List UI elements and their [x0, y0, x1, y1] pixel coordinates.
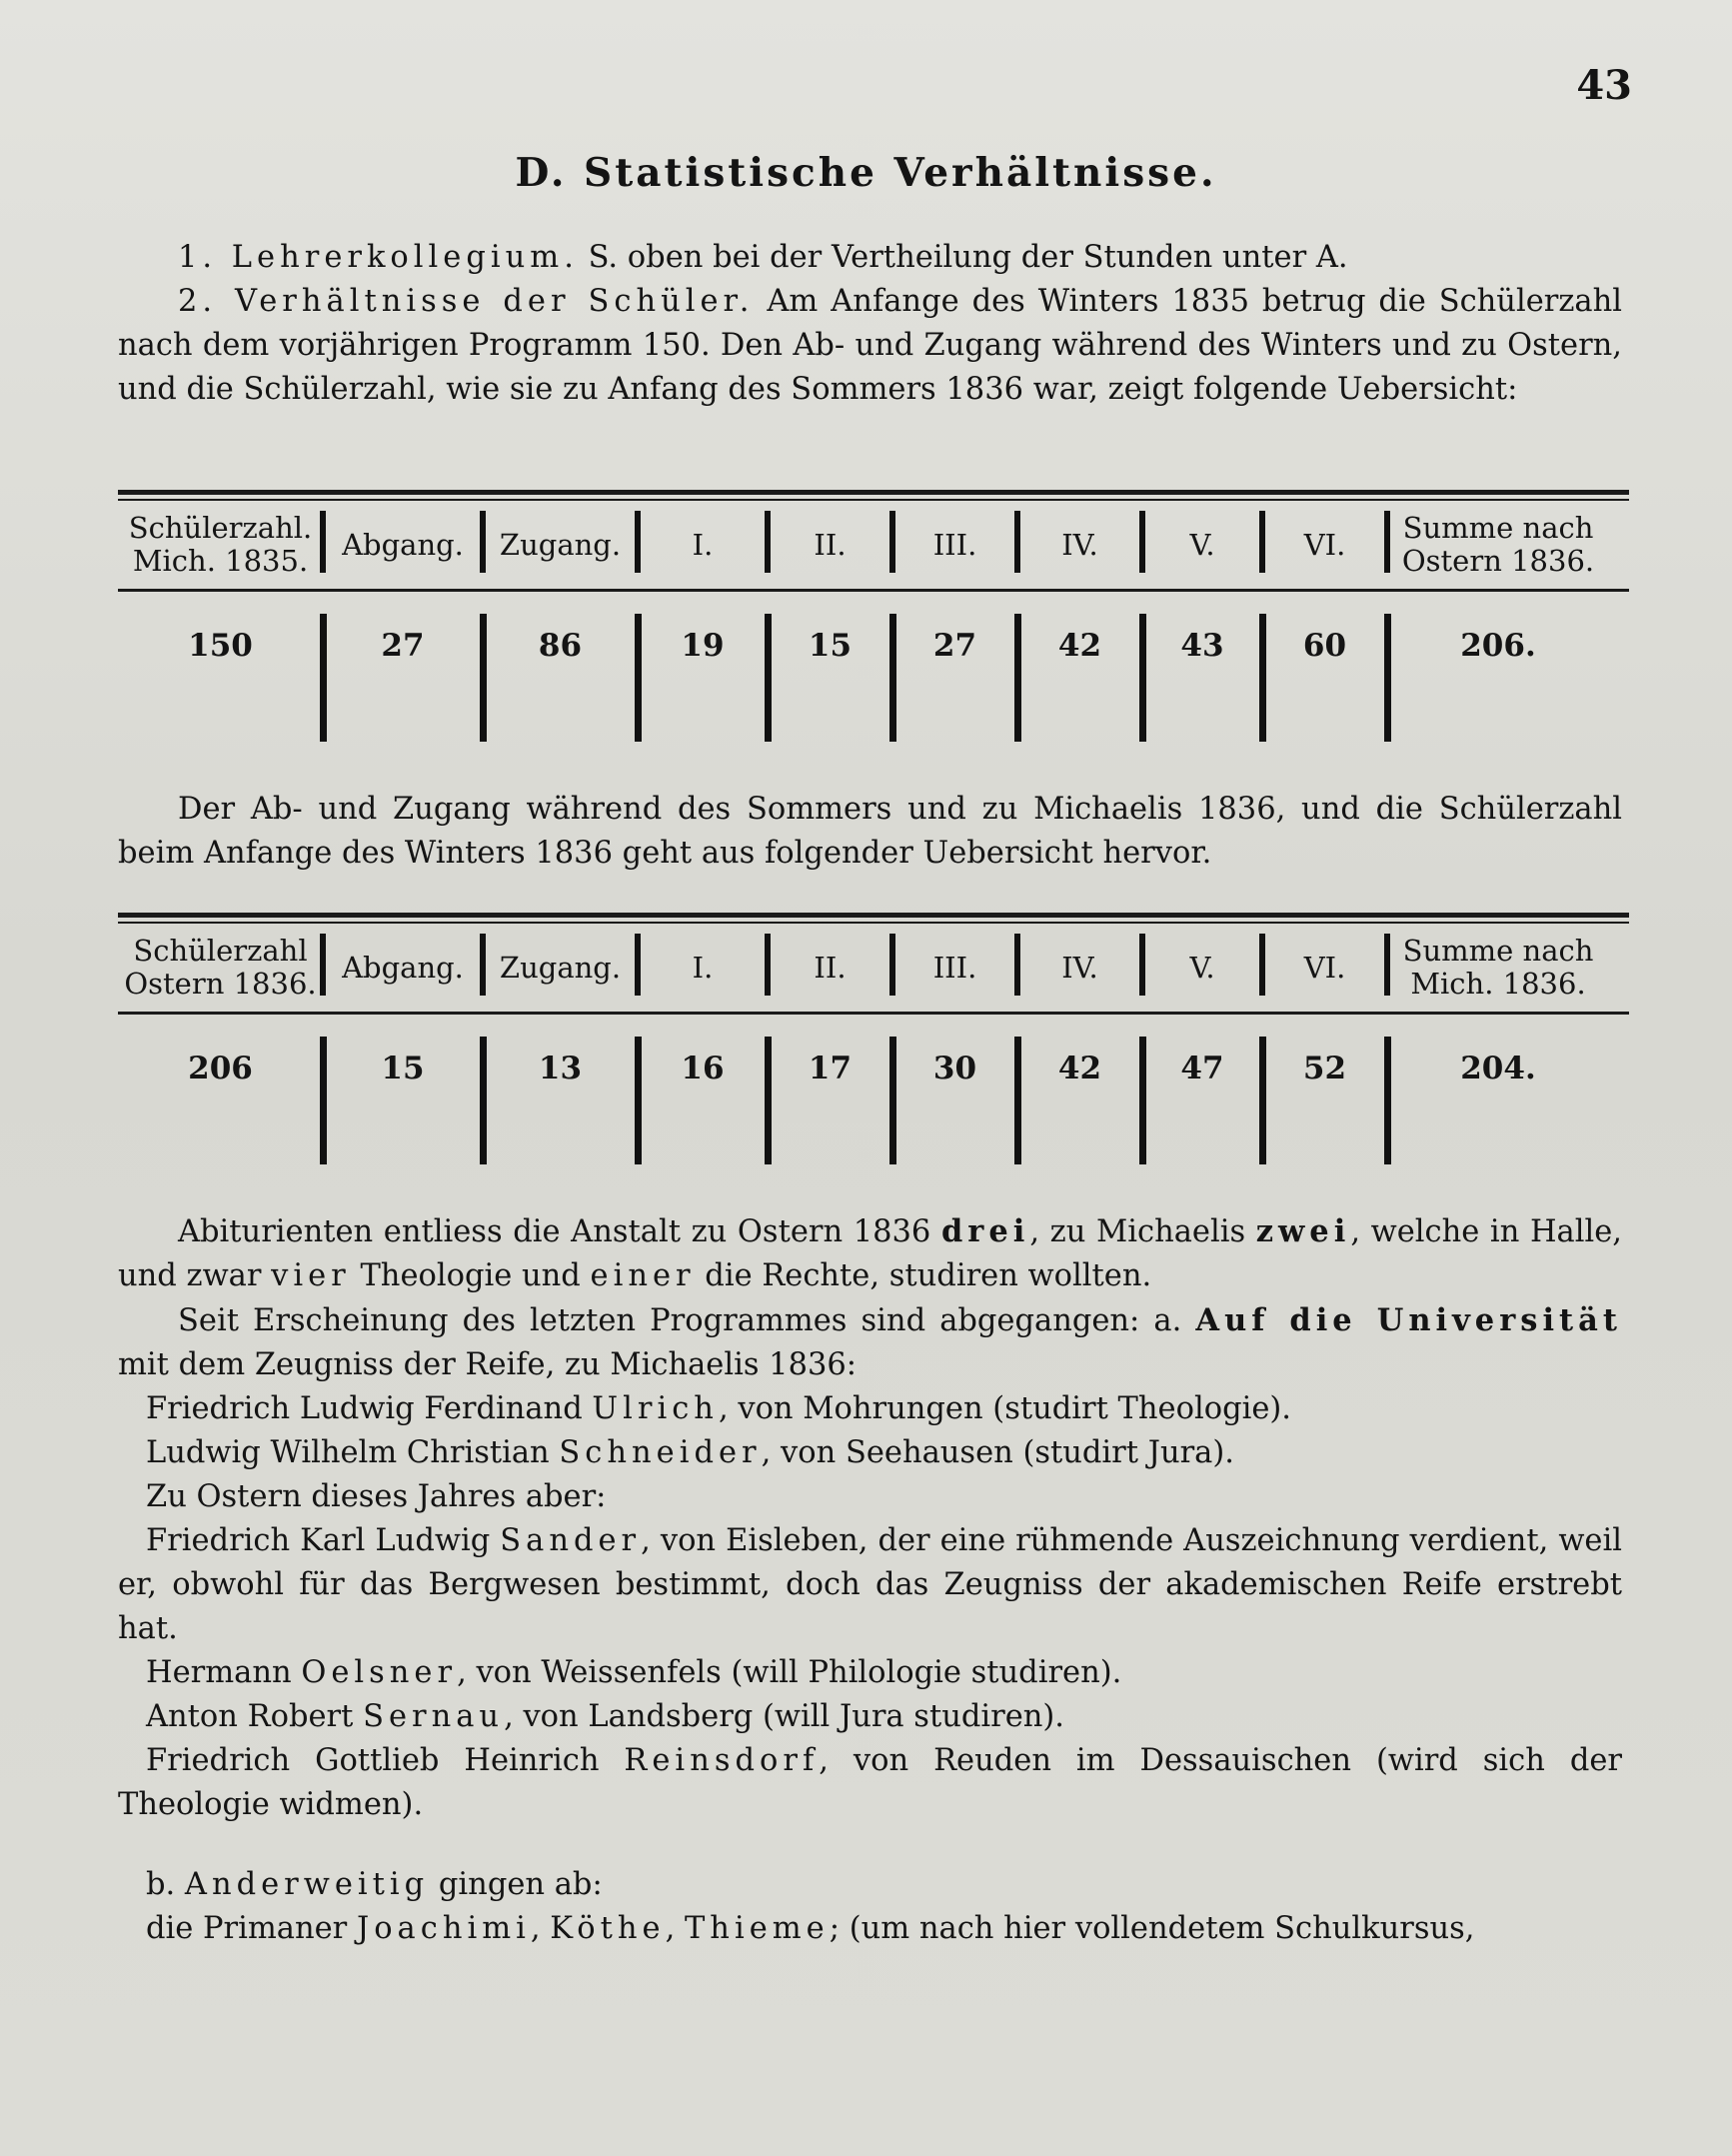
table-header-row	[118, 924, 1629, 1012]
mid-block	[118, 788, 1622, 876]
text-run: Hermann	[146, 1655, 302, 1690]
section-heading: D. Statistische Verhältnisse.	[515, 150, 1217, 196]
text-run: , von Landsberg (will Jura studiren).	[504, 1699, 1065, 1734]
text-run: Theologie und	[350, 1258, 591, 1293]
text-run: Thieme	[684, 1911, 830, 1946]
text-run: , zu Michaelis	[1029, 1214, 1256, 1249]
header-cell: Abgang.	[323, 924, 483, 1012]
text-run: vier	[271, 1258, 351, 1293]
text-run: die Rechte, studiren wollten.	[695, 1258, 1152, 1293]
value-cell: 17	[768, 1015, 892, 1174]
value-cell: 204.	[1460, 1051, 1536, 1086]
text-run: ; (um nach hier vollendetem Schulkursus,	[829, 1911, 1475, 1946]
text-run: Abiturienten entliess die Anstalt zu Ostern 1836	[178, 1214, 941, 1249]
student-entry	[118, 1695, 1622, 1739]
value-cell: 52	[1262, 1015, 1387, 1174]
text-run: mit dem Zeugniss der Reife, zu Michaelis 1836:	[118, 1347, 858, 1382]
header-cell: VI.	[1262, 924, 1387, 1012]
value-cell: 206	[118, 1015, 323, 1174]
header-cell: III.	[892, 924, 1017, 1012]
value-cell: 42	[1017, 1015, 1142, 1174]
section1-text: S. oben bei der Vertheilung der Stunden unter A.	[588, 240, 1348, 275]
body-block	[118, 1209, 1622, 1951]
table-rule	[118, 913, 1629, 918]
table-value-row	[118, 592, 1629, 752]
abiturienten-paragraph	[118, 1209, 1622, 1298]
student-entry	[118, 1739, 1622, 1827]
text-run: Anton Robert	[146, 1699, 364, 1734]
page-number: 43	[1576, 62, 1632, 109]
text-run: ,	[665, 1911, 685, 1946]
section2-paragraph	[118, 280, 1622, 412]
student-entry	[118, 1431, 1622, 1475]
value-cell: 60	[1262, 592, 1387, 752]
text-run: drei	[940, 1213, 1030, 1249]
header-cell: Summe nach Ostern 1836.	[1401, 511, 1595, 578]
text-run: Anderweitig	[184, 1867, 430, 1902]
value-cell: 86	[483, 592, 638, 752]
text-run: ,	[530, 1911, 551, 1946]
abgegangen-paragraph	[118, 1298, 1622, 1387]
text-run: Auf die Universität	[1195, 1302, 1622, 1338]
text-run: , von Reuden im Dessauischen (wird sich der Theologie widmen).	[118, 1743, 1622, 1822]
text-run: , von Seehausen (studirt Jura).	[761, 1435, 1234, 1470]
text-run: b.	[146, 1867, 185, 1902]
header-cell: III.	[892, 501, 1017, 589]
header-cell: I.	[638, 924, 768, 1012]
table-rule	[118, 490, 1629, 495]
value-cell: 15	[323, 1015, 483, 1174]
section1-label: 1. Lehrerkollegium.	[178, 240, 579, 275]
text-run: Ulrich	[592, 1391, 719, 1426]
header-cell: II.	[768, 501, 892, 589]
value-cell: 16	[638, 1015, 768, 1174]
text-run: Sernau	[363, 1699, 505, 1734]
header-cell: I.	[638, 501, 768, 589]
value-cell: 13	[483, 1015, 638, 1174]
header-cell: Abgang.	[323, 501, 483, 589]
enrollment-table-winter	[118, 490, 1629, 752]
student-entry	[118, 1519, 1622, 1651]
table-header-row	[118, 501, 1629, 589]
header-cell: Summe nach Mich. 1836.	[1402, 934, 1594, 1001]
value-cell: 27	[892, 592, 1017, 752]
value-cell: 19	[638, 592, 768, 752]
text-run: Köthe	[550, 1911, 666, 1946]
text-run: Seit Erscheinung des letzten Programmes sind abgegangen: a.	[178, 1303, 1196, 1338]
section1-paragraph	[118, 236, 1622, 280]
text-run: Friedrich Karl Ludwig	[146, 1523, 501, 1558]
text-run: , von Weissenfels (will Philologie studiren).	[457, 1655, 1122, 1690]
header-cell: II.	[768, 924, 892, 1012]
header-cell: Schülerzahl Ostern 1836.	[118, 924, 323, 1012]
value-cell: 43	[1142, 592, 1262, 752]
section2-text: Am Anfange des Winters 1835 betrug die Schülerzahl nach dem vorjährigen Programm 150. Den Ab- und Zugang während des Winters und zu Ostern, und die Schülerzahl, wie sie zu Anfang des Sommers 1836 war, zeigt folgende Uebersicht:	[118, 284, 1622, 407]
header-cell: V.	[1142, 501, 1262, 589]
intro-block	[118, 236, 1622, 412]
ostern-line: Zu Ostern dieses Jahres aber:	[146, 1479, 607, 1514]
anderweitig-line	[118, 1863, 1622, 1907]
text-run: gingen ab:	[429, 1867, 603, 1902]
value-cell: 30	[892, 1015, 1017, 1174]
header-cell: Schülerzahl. Mich. 1835.	[118, 501, 323, 589]
value-cell: 206.	[1460, 628, 1536, 664]
text-run: Sander	[500, 1523, 642, 1558]
text-run: Ludwig Wilhelm Christian	[146, 1435, 560, 1470]
enrollment-table-summer	[118, 913, 1629, 1174]
text-run: Friedrich Gottlieb Heinrich	[146, 1743, 625, 1778]
header-cell: IV.	[1017, 924, 1142, 1012]
primaner-line	[118, 1907, 1622, 1951]
text-run: die Primaner	[146, 1911, 357, 1946]
student-entry	[118, 1387, 1622, 1431]
mid-paragraph: Der Ab- und Zugang während des Sommers und zu Michaelis 1836, und die Schülerzahl beim Anfange des Winters 1836 geht aus folgender Uebersicht hervor.	[118, 792, 1622, 871]
value-cell: 47	[1142, 1015, 1262, 1174]
header-cell: Zugang.	[483, 501, 638, 589]
table-value-row	[118, 1015, 1629, 1174]
value-cell: 42	[1017, 592, 1142, 752]
text-run: , von Eisleben, der eine rühmende Auszeichnung verdient, weil er, obwohl für das Bergwesen bestimmt, doch das Zeugniss der akademischen Reife erstrebt hat.	[118, 1523, 1622, 1646]
text-run: zwei	[1255, 1213, 1351, 1249]
value-cell: 150	[118, 592, 323, 752]
header-cell: Zugang.	[483, 924, 638, 1012]
text-run: Joachimi	[356, 1911, 531, 1946]
text-run: Oelsner	[301, 1655, 458, 1690]
text-run: , welche in Halle, und zwar	[118, 1214, 1622, 1293]
header-cell: V.	[1142, 924, 1262, 1012]
text-run: , von Mohrungen (studirt Theologie).	[718, 1391, 1291, 1426]
value-cell: 27	[323, 592, 483, 752]
value-cell: 15	[768, 592, 892, 752]
text-run: Friedrich Ludwig Ferdinand	[146, 1391, 593, 1426]
text-run: einer	[590, 1258, 696, 1293]
section2-label: 2. Verhältnisse der Schüler.	[178, 284, 755, 319]
text-run: Reinsdorf	[624, 1743, 820, 1778]
header-cell: IV.	[1017, 501, 1142, 589]
student-entry	[118, 1651, 1622, 1695]
header-cell: VI.	[1262, 501, 1387, 589]
text-run: Schneider	[559, 1435, 762, 1470]
